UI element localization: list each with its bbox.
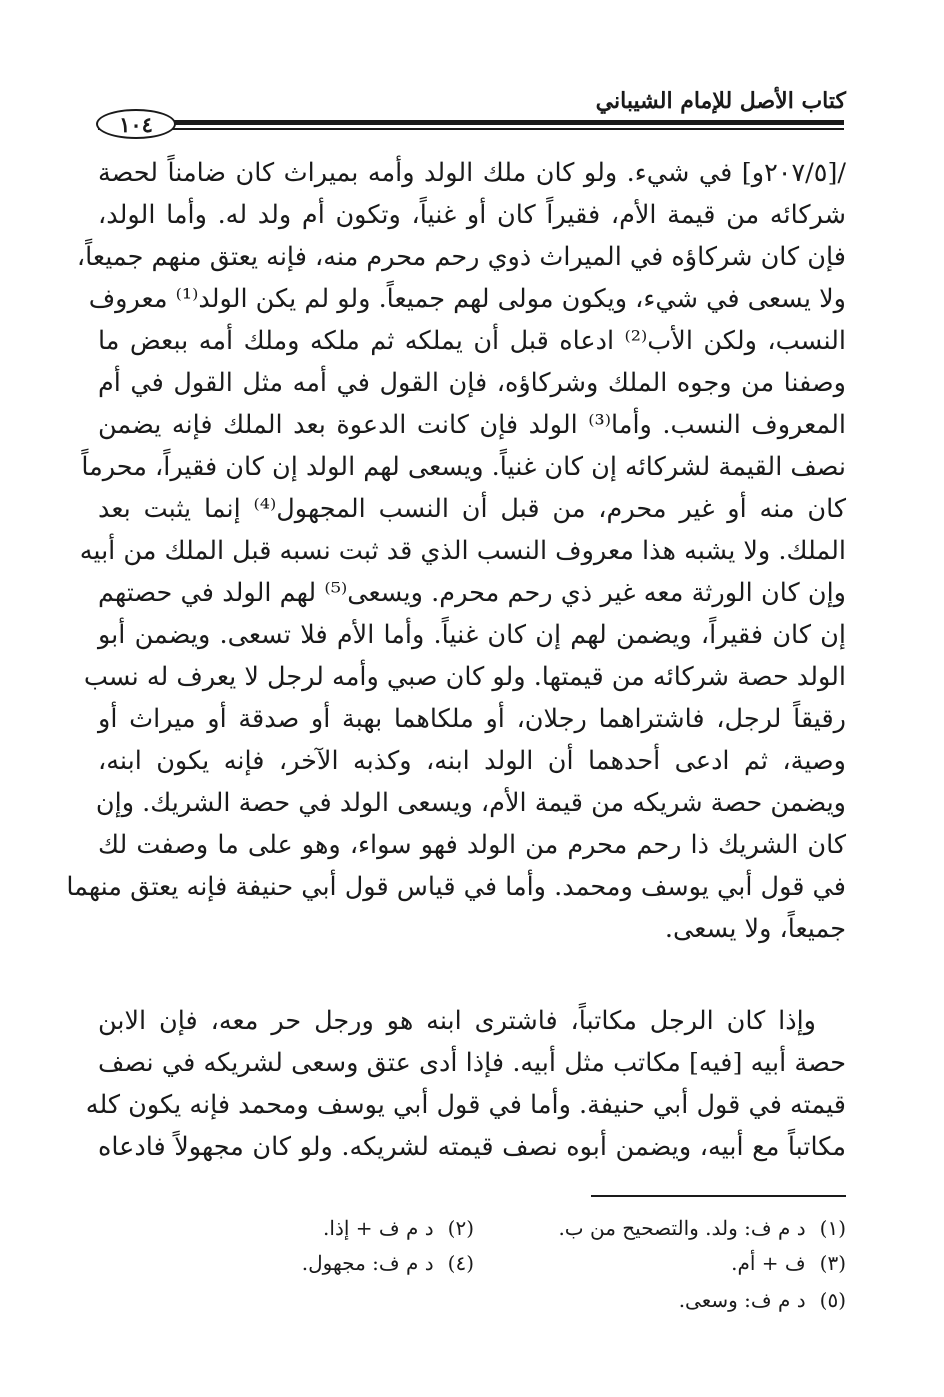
text-line: نصف القيمة لشركائه إن كان غنياً. ويسعى لهم الولد إن كان فقيراً، محرماً xyxy=(81,452,846,482)
page-number: ١٠٤ xyxy=(96,109,176,139)
text-line: كان منه أو غير محرم، من قبل أن النسب المجهول⁽⁴⁾ إنما يثبت بعد xyxy=(98,494,846,524)
text-line: وصفنا من وجوه الملك وشركاؤه، فإن القول في أمه مثل القول في أم xyxy=(98,368,846,398)
footnote-text: د م ف: مجهول. xyxy=(301,1251,434,1275)
footnote-number: (٣) xyxy=(819,1251,846,1275)
page-title: كتاب الأصل للإمام الشيباني xyxy=(595,88,846,114)
second-paragraph xyxy=(85,1000,846,1168)
text-line: الملك. ولا يشبه هذا معروف النسب الذي قد ثبت نسبه قبل الملك من أبيه xyxy=(79,536,846,566)
text-line: مكاتباً مع أبيه، ويضمن أبوه نصف قيمته لشريكه. ولو كان مجهولاً فادعاه xyxy=(98,1132,846,1162)
text-line: في قول أبي يوسف ومحمد. وأما في قياس قول أبي حنيفة فإنه يعتق منهما xyxy=(66,872,846,902)
text-line: النسب، ولكن الأب⁽²⁾ ادعاه قبل أن يملكه ثم ملكه وملك أمه ببعض ما xyxy=(98,326,846,356)
text-line: ولا يسعى في شيء، ويكون مولى لهم جميعاً. ولو لم يكن الولد⁽¹⁾ معروف xyxy=(88,284,846,314)
text-line: المعروف النسب. وأما⁽³⁾ الولد فإن كانت الدعوة بعد الملك فإنه يضمن xyxy=(98,410,846,440)
footnote-number: (٤) xyxy=(447,1251,474,1275)
header-rule-thin xyxy=(98,128,844,130)
text-line: وإن كان الورثة معه غير ذي رحم محرم. ويسعى⁽⁵⁾ لهم الولد في حصتهم xyxy=(98,578,846,608)
main-paragraph xyxy=(66,152,846,950)
footnote-number: (١) xyxy=(819,1216,846,1240)
footnote-text: د م ف: وسعى. xyxy=(678,1288,806,1312)
footnote-4 xyxy=(302,1251,474,1275)
text-line: فإن كان شركاؤه في الميراث ذوي رحم محرم منه، فإنه يعتق منهم جميعاً، xyxy=(76,242,846,272)
footnote-text: د م ف + إذا. xyxy=(323,1216,434,1240)
footnote-1 xyxy=(558,1216,846,1240)
text-line: /[٢٠٧/٥و] في شيء. ولو كان ملك الولد وأمه بميراث كان ضامناً لحصة xyxy=(98,158,846,188)
footnote-text: د م ف: ولد. والتصحيح من ب. xyxy=(558,1216,806,1240)
footnote-5 xyxy=(679,1288,846,1312)
header-rule xyxy=(98,120,844,125)
text-line: إن كان فقيراً، ويضمن لهم إن كان غنياً. وأما الأم فلا تسعى. ويضمن أبو xyxy=(98,620,846,650)
text-line: وصية، ثم ادعى أحدهما أن الولد ابنه، وكذبه الآخر، فإنه يكون ابنه، xyxy=(98,746,846,776)
footnote-separator xyxy=(591,1195,846,1197)
text-line: حصة أبيه [فيه] مكاتب مثل أبيه. فإذا أدى عتق وسعى لشريكه في نصف xyxy=(98,1048,846,1078)
footnote-text: ف + أم. xyxy=(731,1251,806,1275)
footnote-3 xyxy=(731,1251,846,1275)
footnote-2 xyxy=(323,1216,474,1240)
text-line: شركائه من قيمة الأم، فقيراً كان أو غنياً، وتكون أم ولد له. وأما الولد، xyxy=(98,200,846,230)
footnote-number: (٥) xyxy=(819,1288,846,1312)
text-line: ويضمن حصة شريكه من قيمة الأم، ويسعى الولد في حصة الشريك. وإن xyxy=(95,788,846,818)
text-line: الولد حصة شركائه من قيمتها. ولو كان صبي وأمه لرجل لا يعرف له نسب xyxy=(83,662,846,692)
text-line: رقيقاً لرجل، فاشتراهما رجلان، أو ملكاهما بهبة أو صدقة أو ميراث أو xyxy=(98,704,846,734)
footnote-number: (٢) xyxy=(447,1216,474,1240)
text-line: قيمته في قول أبي حنيفة. وأما في قول أبي يوسف ومحمد فإنه يكون كله xyxy=(85,1090,846,1120)
text-line: كان الشريك ذا رحم محرم من الولد فهو سواء، وهو على ما وصفت لك xyxy=(98,830,846,860)
text-line: جميعاً، ولا يسعى. xyxy=(664,914,846,944)
text-line: وإذا كان الرجل مكاتباً، فاشترى ابنه هو ورجل حر معه، فإن الابن xyxy=(98,1006,816,1036)
